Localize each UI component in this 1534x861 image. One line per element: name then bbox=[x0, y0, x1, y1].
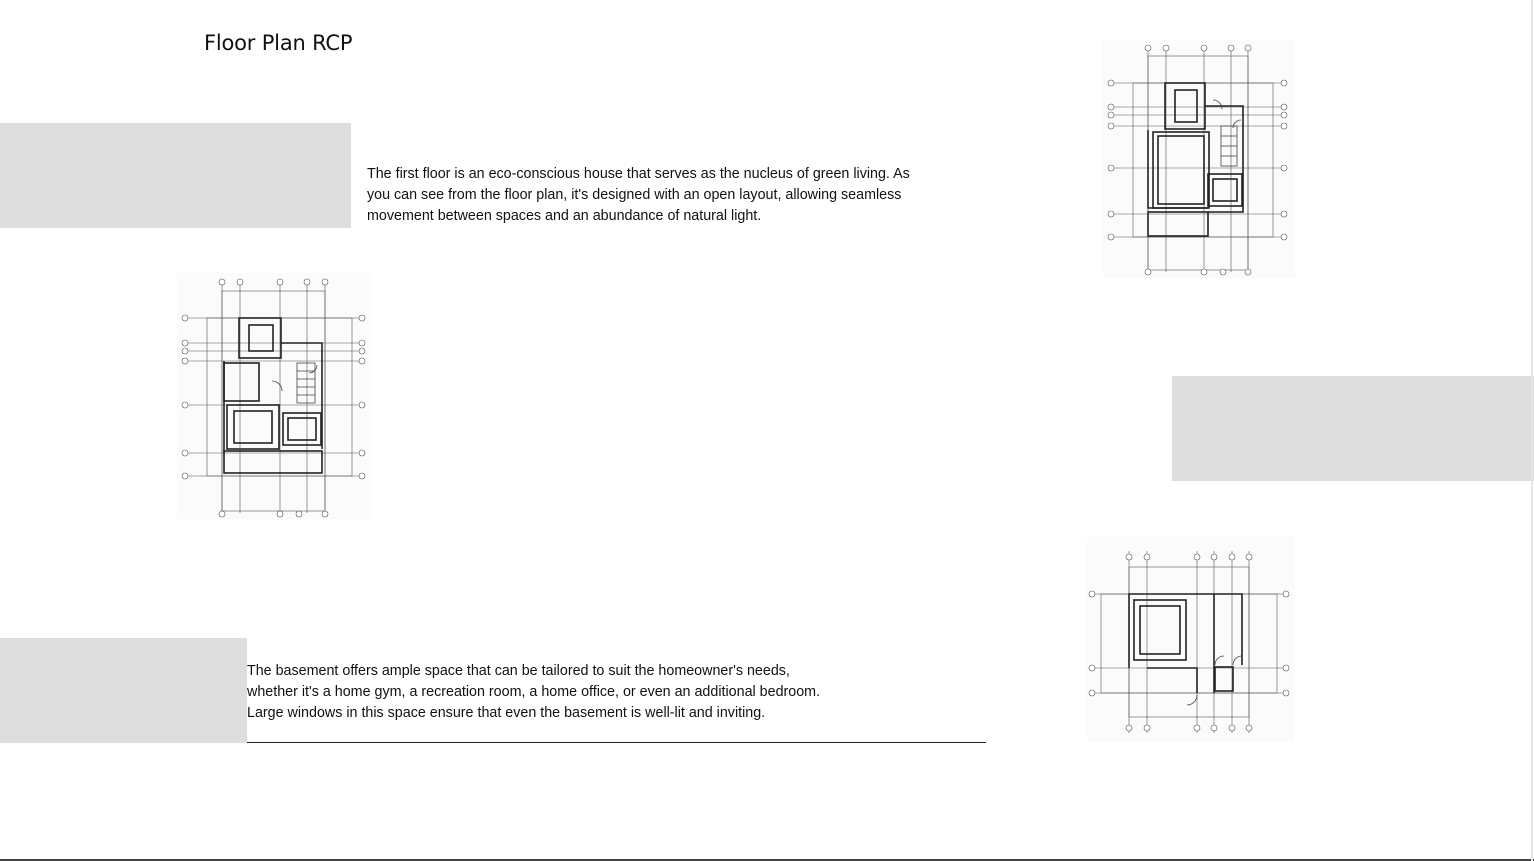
floor-plan-image-left bbox=[177, 273, 372, 519]
floor-plan-drawing bbox=[177, 273, 372, 519]
floor-plan-image-top-right bbox=[1103, 40, 1295, 278]
basement-description: The basement offers ample space that can be tailored to suit the homeowner's needs, whether it's a home gym, a recreation room, a home office, or even an additional bedroom. Large windows in this space ensure that even the basement is well-lit and inviting. bbox=[247, 663, 821, 721]
placeholder-block-right bbox=[1172, 376, 1534, 481]
placeholder-block-bottom-left bbox=[0, 638, 247, 743]
floor-plan-drawing bbox=[1103, 40, 1295, 278]
page-title: Floor Plan RCP bbox=[204, 31, 353, 55]
right-border bbox=[1531, 0, 1533, 861]
placeholder-block-top-left bbox=[0, 123, 351, 228]
floor-plan-image-bottom-right bbox=[1087, 537, 1294, 742]
floor-plan-drawing bbox=[1087, 537, 1294, 742]
first-floor-description: The first floor is an eco-conscious house that serves as the nucleus of green living. As you can see from the floor plan, it's designed with an open layout, allowing seamless movement between spaces and an abundance of natural light. bbox=[367, 166, 910, 224]
text-underline-divider bbox=[247, 742, 986, 743]
